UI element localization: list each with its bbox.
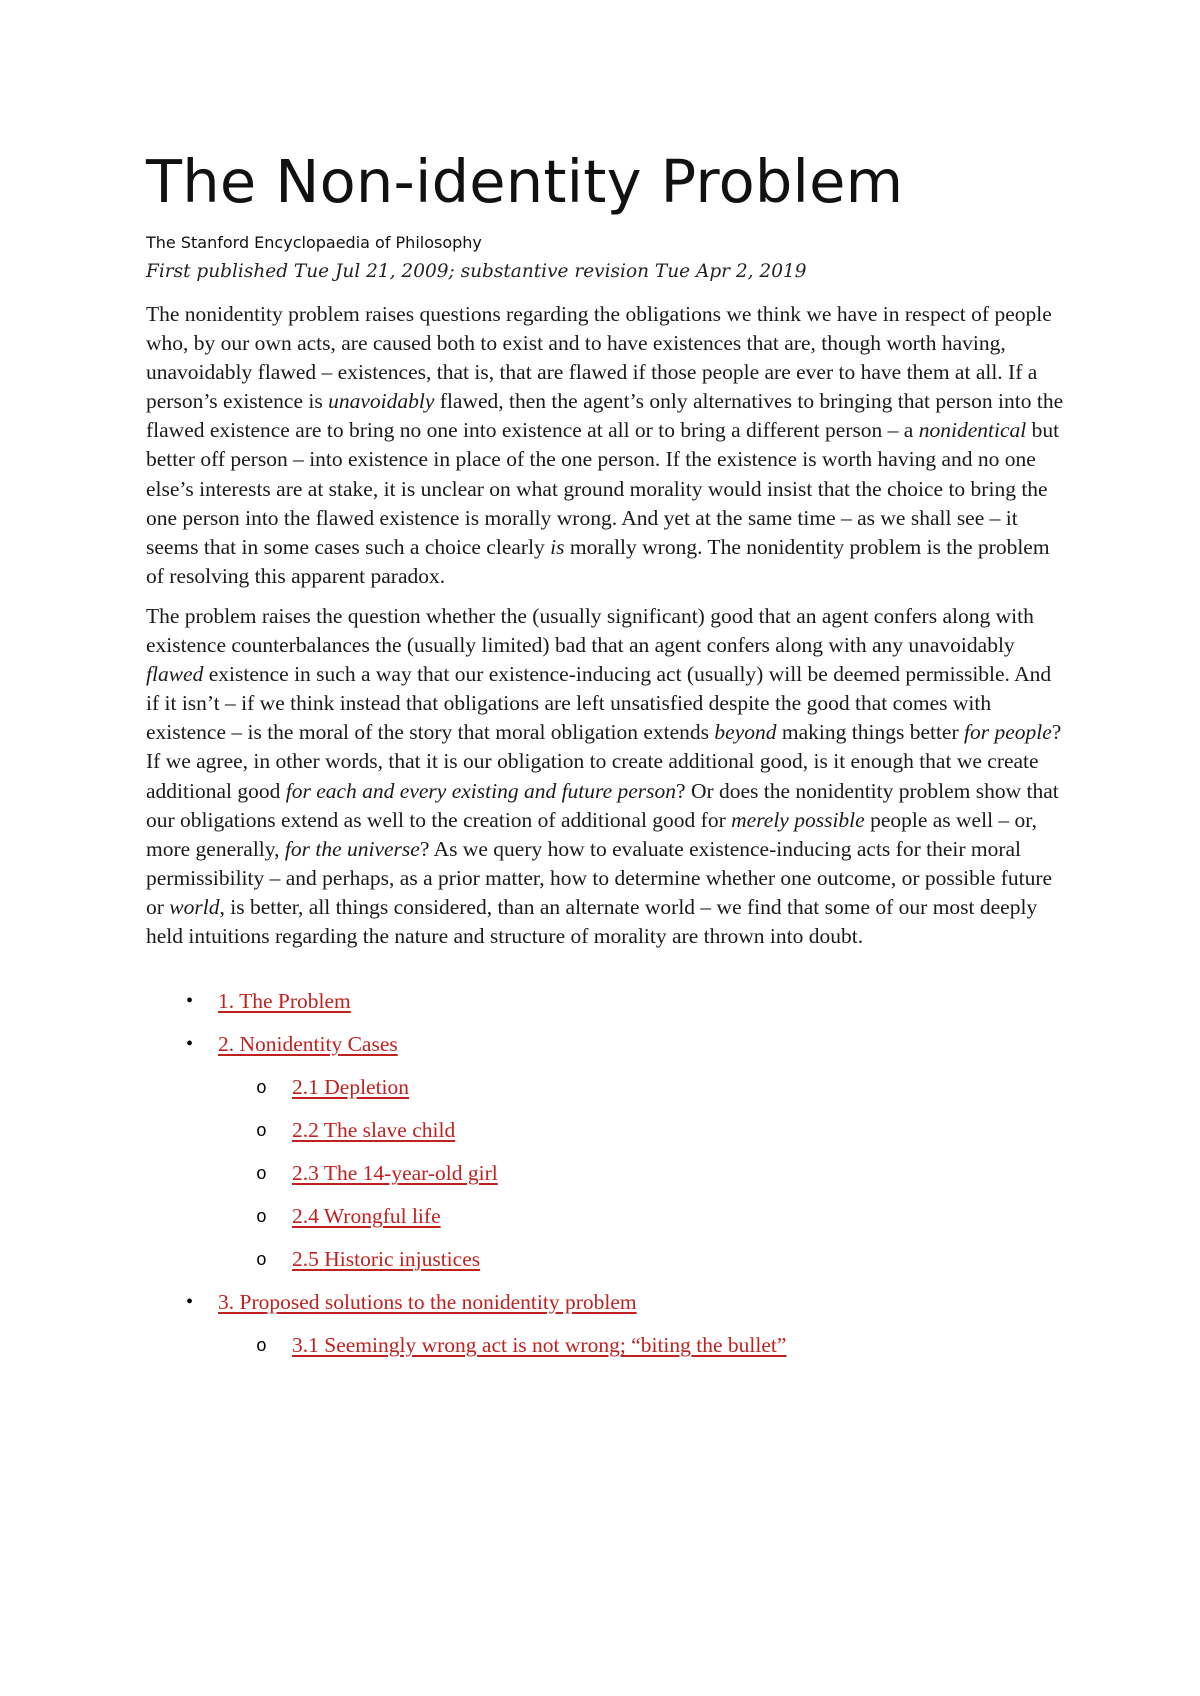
page-title: The Non-identity Problem <box>146 147 904 216</box>
toc-link-14-year-old-girl[interactable]: 2.3 The 14-year-old girl <box>292 1161 498 1186</box>
emphasis: for the universe <box>284 836 420 861</box>
toc-link-wrongful-life[interactable]: 2.4 Wrongful life <box>292 1204 441 1229</box>
source-line: The Stanford Encyclopaedia of Philosophy <box>146 233 482 252</box>
text-run: The nonidentity problem raises questions regarding the obligations we think we have in respect of people who, by our own acts, are caused both to exist and to have existences that are, though worth having, unavoidably flawed – existences, that is, that are flawed if those people are ever to have them at all. If a person’s existence is <box>146 302 1052 414</box>
sub-bullet-icon: o <box>256 1251 267 1272</box>
sub-bullet-icon: o <box>256 1079 267 1100</box>
toc-link-historic-injustices[interactable]: 2.5 Historic injustices <box>292 1247 481 1272</box>
text-run: flawed, then the agent’s only alternatives to bringing that person into the flawed existence are to bring no one into existence at all or to bring a different person – a <box>146 389 1064 443</box>
toc-item-the-problem <box>146 987 1066 1030</box>
text-run: ? If we agree, in other words, that it is our obligation to create additional good, is it enough that we create additional good <box>146 720 1062 803</box>
emphasis: flawed <box>146 662 204 687</box>
sub-bullet-icon: o <box>256 1122 267 1143</box>
emphasis: merely possible <box>731 807 865 832</box>
toc-link-slave-child[interactable]: 2.2 The slave child <box>292 1118 456 1143</box>
emphasis: for people <box>964 720 1052 745</box>
sub-bullet-icon: o <box>256 1165 267 1186</box>
emphasis: unavoidably <box>328 389 435 414</box>
toc-link-proposed-solutions[interactable]: 3. Proposed solutions to the nonidentity problem <box>218 1290 637 1315</box>
text-run: The problem raises the question whether the (usually significant) good that an agent confers along with existence counterbalances the (usually limited) bad that an agent confers along with any unavoidably <box>146 603 1034 658</box>
toc-link-biting-the-bullet[interactable]: 3.1 Seemingly wrong act is not wrong; “biting the bullet” <box>292 1333 787 1358</box>
intro-paragraph-1 <box>146 300 1066 591</box>
text-run: but better off person – into existence in place of the one person. If the existence is worth having and no one else’s interests are at stake, it is unclear on what ground morality would insist that the choice to bring the one person into the flawed existence is morally wrong. And yet at the same time – as we shall see – it seems that in some cases such a choice clearly <box>146 418 1060 559</box>
text-run: making things better <box>776 720 965 745</box>
intro-paragraph-2 <box>146 602 1066 951</box>
emphasis: beyond <box>714 720 777 745</box>
toc-item-slave-child <box>146 1116 1066 1159</box>
toc-link-depletion[interactable]: 2.1 Depletion <box>292 1075 410 1100</box>
emphasis: nonidentical <box>918 418 1027 443</box>
toc-item-depletion <box>146 1073 1066 1116</box>
toc-item-wrongful-life <box>146 1202 1066 1245</box>
toc-link-the-problem[interactable]: 1. The Problem <box>218 989 351 1014</box>
emphasis: is <box>550 534 565 559</box>
toc-item-nonidentity-cases <box>146 1030 1066 1073</box>
text-run: ? Or does the nonidentity problem show that our obligations extend as well to the creation of additional good for <box>146 778 1059 832</box>
emphasis: world <box>169 894 220 919</box>
toc-item-14-year-old-girl <box>146 1159 1066 1202</box>
emphasis: for each and every existing and future person <box>285 778 677 803</box>
table-of-contents <box>146 987 1066 1374</box>
publication-date: First published Tue Jul 21, 2009; substantive revision Tue Apr 2, 2019 <box>146 261 807 282</box>
document-content <box>146 146 1066 1374</box>
text-run: existence in such a way that our existence-inducing act (usually) will be deemed permissible. And if it isn’t – if we think instead that obligations are left unsatisfied despite the good that comes with existence – is the moral of the story that moral obligation extends <box>146 662 1052 745</box>
bullet-icon: • <box>186 1291 194 1314</box>
text-run: , is better, all things considered, than an alternate world – we find that some of our most deeply held intuitions regarding the nature and structure of morality are thrown into doubt. <box>146 894 1038 948</box>
toc-item-proposed-solutions <box>146 1288 1066 1331</box>
text-run: people as well – or, more generally, <box>146 807 1037 861</box>
text-run: ? As we query how to evaluate existence-inducing acts for their moral permissibility – and perhaps, as a prior matter, how to determine whether one outcome, or possible future or <box>146 836 1053 919</box>
toc-item-biting-the-bullet <box>146 1331 1066 1374</box>
text-run: morally wrong. The nonidentity problem is the problem of resolving this apparent paradox. <box>146 534 1050 588</box>
sub-bullet-icon: o <box>256 1337 267 1358</box>
sub-bullet-icon: o <box>256 1208 267 1229</box>
bullet-icon: • <box>186 990 194 1013</box>
toc-link-nonidentity-cases[interactable]: 2. Nonidentity Cases <box>218 1032 398 1057</box>
toc-item-historic-injustices <box>146 1245 1066 1288</box>
bullet-icon: • <box>186 1033 194 1056</box>
